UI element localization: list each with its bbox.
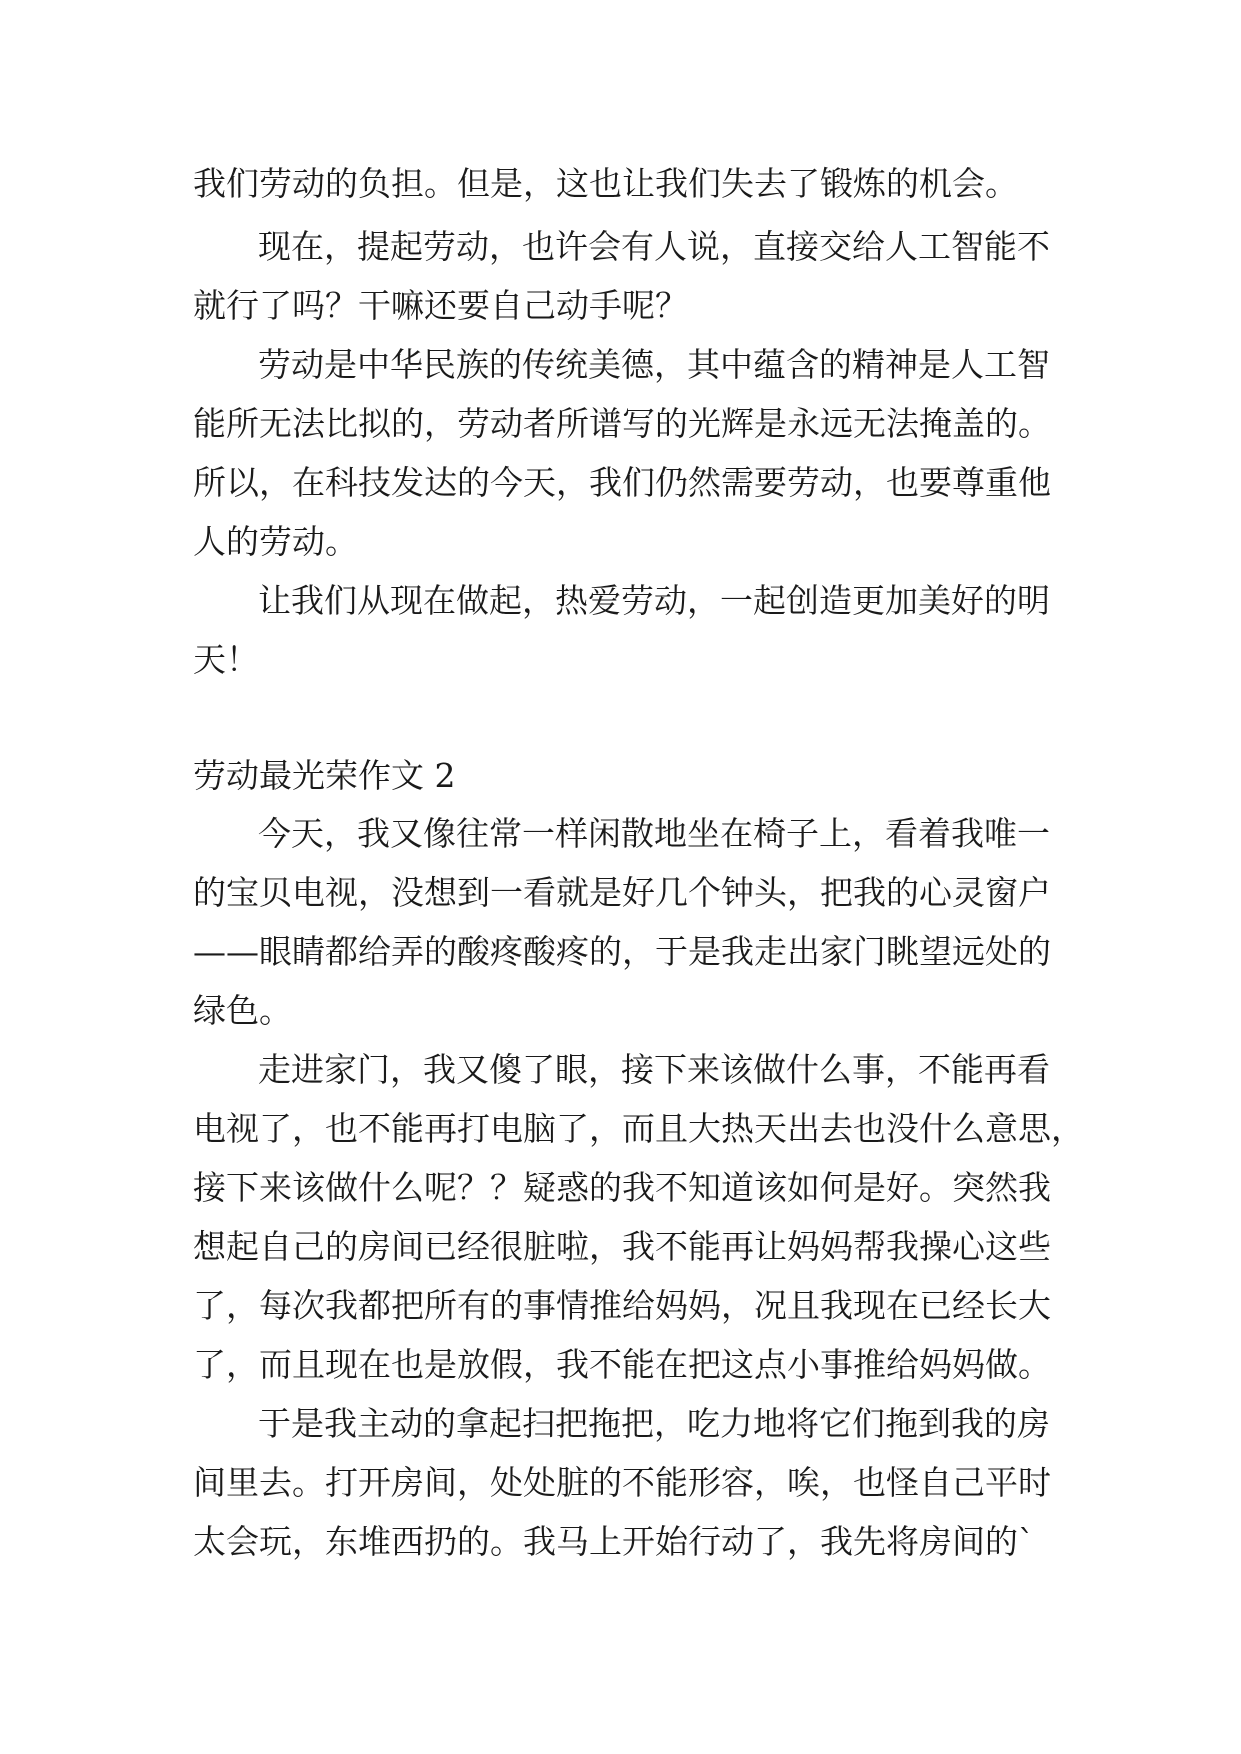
paragraph-line: 想起自己的房间已经很脏啦，我不能再让妈妈帮我操心这些	[193, 1227, 1051, 1266]
paragraph-line: 绿色。	[193, 991, 292, 1030]
paragraph-line: 人的劳动。	[193, 522, 358, 561]
paragraph-line: 接下来该做什么呢？？疑惑的我不知道该如何是好。突然我	[193, 1168, 1051, 1207]
paragraph-line: 今天，我又像往常一样闲散地坐在椅子上，看着我唯一	[258, 814, 1050, 853]
paragraph-line: 现在，提起劳动，也许会有人说，直接交给人工智能不	[258, 227, 1050, 266]
section-title: 劳动最光荣作文 2	[193, 756, 456, 795]
paragraph-line: 于是我主动的拿起扫把拖把，吃力地将它们拖到我的房	[258, 1404, 1050, 1443]
paragraph-line: 了，每次我都把所有的事情推给妈妈，况且我现在已经长大	[193, 1286, 1051, 1325]
paragraph-line: 了，而且现在也是放假，我不能在把这点小事推给妈妈做。	[193, 1345, 1051, 1384]
paragraph-line: 所以，在科技发达的今天，我们仍然需要劳动，也要尊重他	[193, 463, 1051, 502]
paragraph-line: 能所无法比拟的，劳动者所谱写的光辉是永远无法掩盖的。	[193, 404, 1051, 443]
paragraph-line: 我们劳动的负担。但是，这也让我们失去了锻炼的机会。	[193, 164, 1018, 203]
paragraph-line: 的宝贝电视，没想到一看就是好几个钟头，把我的心灵窗户	[193, 873, 1051, 912]
paragraph-line: 走进家门，我又傻了眼，接下来该做什么事，不能再看	[258, 1050, 1050, 1089]
paragraph-line: 就行了吗？干嘛还要自己动手呢？	[193, 286, 688, 325]
paragraph-line: ——眼睛都给弄的酸疼酸疼的，于是我走出家门眺望远处的	[193, 932, 1051, 971]
paragraph-line: 天！	[193, 640, 259, 679]
paragraph-line: 间里去。打开房间，处处脏的不能形容，唉，也怪自己平时	[193, 1463, 1051, 1502]
paragraph-line: 电视了，也不能再打电脑了，而且大热天出去也没什么意思，	[193, 1109, 1084, 1148]
paragraph-line: 让我们从现在做起，热爱劳动，一起创造更加美好的明	[258, 581, 1050, 620]
paragraph-line: 太会玩，东堆西扔的。我马上开始行动了，我先将房间的`	[193, 1522, 1035, 1561]
paragraph-line: 劳动是中华民族的传统美德，其中蕴含的精神是人工智	[258, 345, 1050, 384]
